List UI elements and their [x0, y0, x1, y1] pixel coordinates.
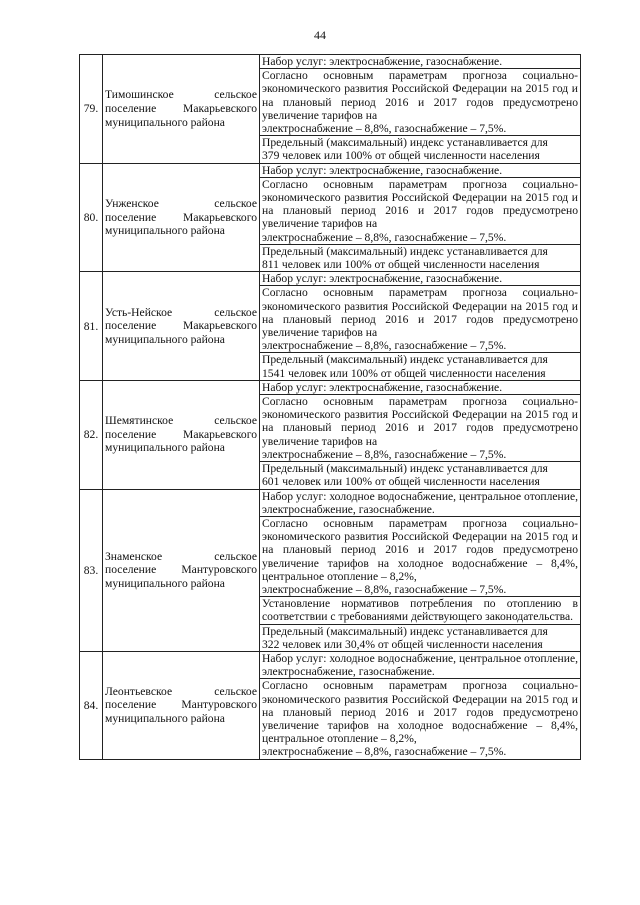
services-text: Набор услуг: холодное водоснабжение, центральное отопление, электроснабжение, газоснабжение. — [262, 489, 578, 516]
settlement-name: Унженское сельское поселение Макарьевского муниципального района — [105, 197, 257, 238]
settlement-name: Усть-Нейское сельское поселение Макарьевского муниципального района — [105, 305, 257, 346]
forecast-text: Согласно основным параметрам прогноза социально-экономического развития Российской Федерации на 2015 год и на плановый период 2016 и 2017 годов предусмотрено увеличение тарифов на холодное водоснабжение – 8,4%, центральное отопление – 8,2%, — [262, 679, 578, 746]
forecast-rates: электроснабжение – 8,8%, газоснабжение – 7,5%. — [262, 745, 507, 759]
row-number: 80. — [80, 163, 103, 272]
table-row — [80, 55, 581, 164]
forecast-text: Согласно основным параметрам прогноза социально-экономического развития Российской Федерации на 2015 год и на плановый период 2016 и 2017 годов предусмотрено увеличение тарифов на — [262, 69, 578, 122]
index-population: 601 человек или 100% от общей численности населения — [262, 475, 540, 489]
forecast-text: Согласно основным параметрам прогноза социально-экономического развития Российской Федерации на 2015 год и на плановый период 2016 и 2017 годов предусмотрено увеличение тарифов на — [262, 395, 578, 448]
row-number: 84. — [80, 651, 103, 759]
services-text: Набор услуг: электроснабжение, газоснабжение. — [260, 272, 580, 286]
index-population: 1541 человек или 100% от общей численности населения — [262, 366, 546, 380]
settlement-name: Шемятинское сельское поселение Макарьевского муниципального района — [105, 414, 257, 455]
index-text: Предельный (максимальный) индекс устанавливается для — [262, 353, 548, 367]
index-population: 379 человек или 100% от общей численности населения — [262, 149, 540, 163]
table-row — [80, 489, 581, 651]
index-text: Предельный (максимальный) индекс устанавливается для — [262, 462, 548, 476]
index-population: 811 человек или 100% от общей численности населения — [262, 258, 540, 272]
settlement-name: Знаменское сельское поселение Мантуровского муниципального района — [105, 549, 257, 591]
table-row — [80, 380, 581, 489]
settlements-table — [79, 54, 581, 760]
forecast-text: Согласно основным параметрам прогноза социально-экономического развития Российской Федерации на 2015 год и на плановый период 2016 и 2017 годов предусмотрено увеличение тарифов на — [262, 177, 578, 231]
table-row — [80, 163, 581, 272]
row-number: 82. — [80, 380, 103, 489]
forecast-rates: электроснабжение – 8,8%, газоснабжение – 7,5%. — [260, 231, 580, 245]
settlement-name: Леонтьевское сельское поселение Мантуровского муниципального района — [105, 684, 257, 726]
services-text: Набор услуг: холодное водоснабжение, центральное отопление, электроснабжение, газоснабжение. — [262, 651, 578, 679]
table-row — [80, 651, 581, 759]
index-text: Предельный (максимальный) индекс устанавливается для — [262, 624, 548, 638]
services-text: Набор услуг: электроснабжение, газоснабжение. — [260, 55, 580, 69]
forecast-text: Согласно основным параметрам прогноза социально-экономического развития Российской Федерации на 2015 год и на плановый период 2016 и 2017 годов предусмотрено увеличение тарифов на — [262, 286, 578, 340]
index-text: Предельный (максимальный) индекс устанавливается для — [262, 136, 548, 150]
norms-text: Установление нормативов потребления по отоплению в соответствии с требованиями действующего законодательства. — [262, 597, 578, 624]
row-number: 83. — [80, 489, 103, 651]
forecast-rates: электроснабжение – 8,8%, газоснабжение – 7,5%. — [260, 122, 580, 136]
services-text: Набор услуг: электроснабжение, газоснабжение. — [260, 381, 580, 395]
page-number: 44 — [314, 28, 326, 42]
forecast-rates: электроснабжение – 8,8%, газоснабжение – 7,5%. — [260, 339, 580, 353]
forecast-rates: электроснабжение – 8,8%, газоснабжение – 7,5%. — [260, 448, 580, 462]
settlement-name: Тимошинское сельское поселение Макарьевского муниципального района — [105, 88, 257, 129]
forecast-text: Согласно основным параметрам прогноза социально-экономического развития Российской Федерации на 2015 год и на плановый период 2016 и 2017 годов предусмотрено увеличение тарифов на холодное водоснабжение – 8,4%, центральное отопление – 8,2%, — [262, 516, 578, 583]
services-text: Набор услуг: электроснабжение, газоснабжение. — [260, 164, 580, 178]
row-number: 81. — [80, 272, 103, 381]
index-text: Предельный (максимальный) индекс устанавливается для — [262, 244, 548, 258]
row-number: 79. — [80, 55, 103, 164]
forecast-rates: электроснабжение – 8,8%, газоснабжение – 7,5%. — [260, 583, 580, 597]
index-population: 322 человек или 30,4% от общей численности населения — [262, 637, 543, 651]
table-row — [80, 272, 581, 381]
